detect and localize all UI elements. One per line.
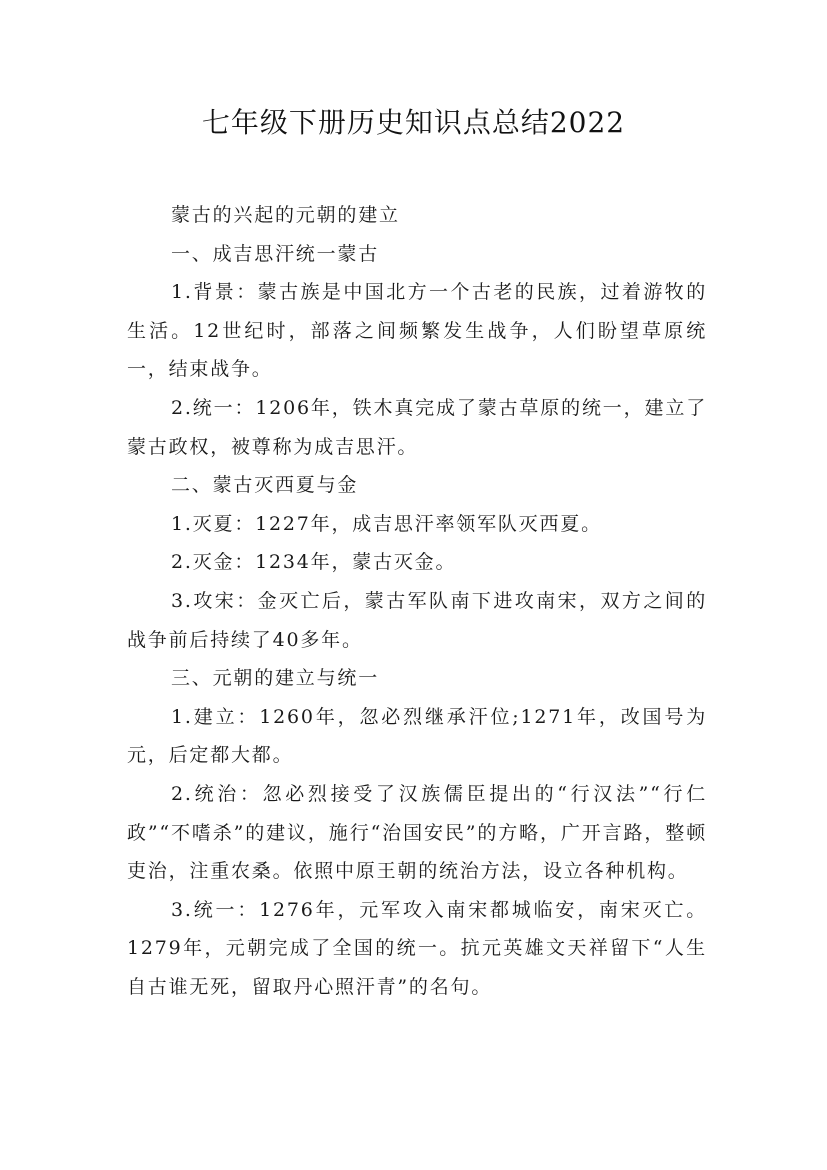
document-body — [127, 196, 707, 1006]
body-paragraph: 2.灭金：1234年，蒙古灭金。 — [171, 551, 457, 574]
body-paragraph: 2.统治：忽必烈接受了汉族儒臣提出的“行汉法”“行仁政”“不嗜杀”的建议，施行“治国安民”的方略，广开言路，整顿吏治，注重农桑。依照中原王朝的统治方法，设立各种机构。 — [127, 782, 707, 883]
body-paragraph: 3.统一：1276年，元军攻入南宋都城临安，南宋灭亡。1279年，元朝完成了全国的统一。抗元英雄文天祥留下“人生自古谁无死，留取丹心照汗青”的名句。 — [127, 898, 707, 998]
subsection-heading: 二、蒙古灭西夏与金 — [171, 474, 359, 497]
subsection-heading: 一、成吉思汗统一蒙古 — [171, 242, 380, 265]
section-heading: 蒙古的兴起的元朝的建立 — [171, 204, 400, 226]
subsection-heading: 三、元朝的建立与统一 — [171, 667, 380, 690]
body-paragraph: 3.攻宋：金灭亡后，蒙古军队南下进攻南宋，双方之间的战争前后持续了40多年。 — [127, 589, 707, 651]
body-paragraph: 1.背景：蒙古族是中国北方一个古老的民族，过着游牧的生活。12世纪时，部落之间频繁发生战争，人们盼望草原统一，结束战争。 — [127, 281, 707, 381]
body-paragraph: 1.建立：1260年，忽必烈继承汗位;1271年，改国号为元，后定都大都。 — [127, 705, 707, 767]
document-title: 七年级下册历史知识点总结2022 — [201, 106, 626, 139]
body-paragraph: 1.灭夏：1227年，成吉思汗率领军队灭西夏。 — [171, 512, 602, 535]
body-paragraph: 2.统一：1206年，铁木真完成了蒙古草原的统一，建立了蒙古政权，被尊称为成吉思汗。 — [127, 396, 707, 458]
